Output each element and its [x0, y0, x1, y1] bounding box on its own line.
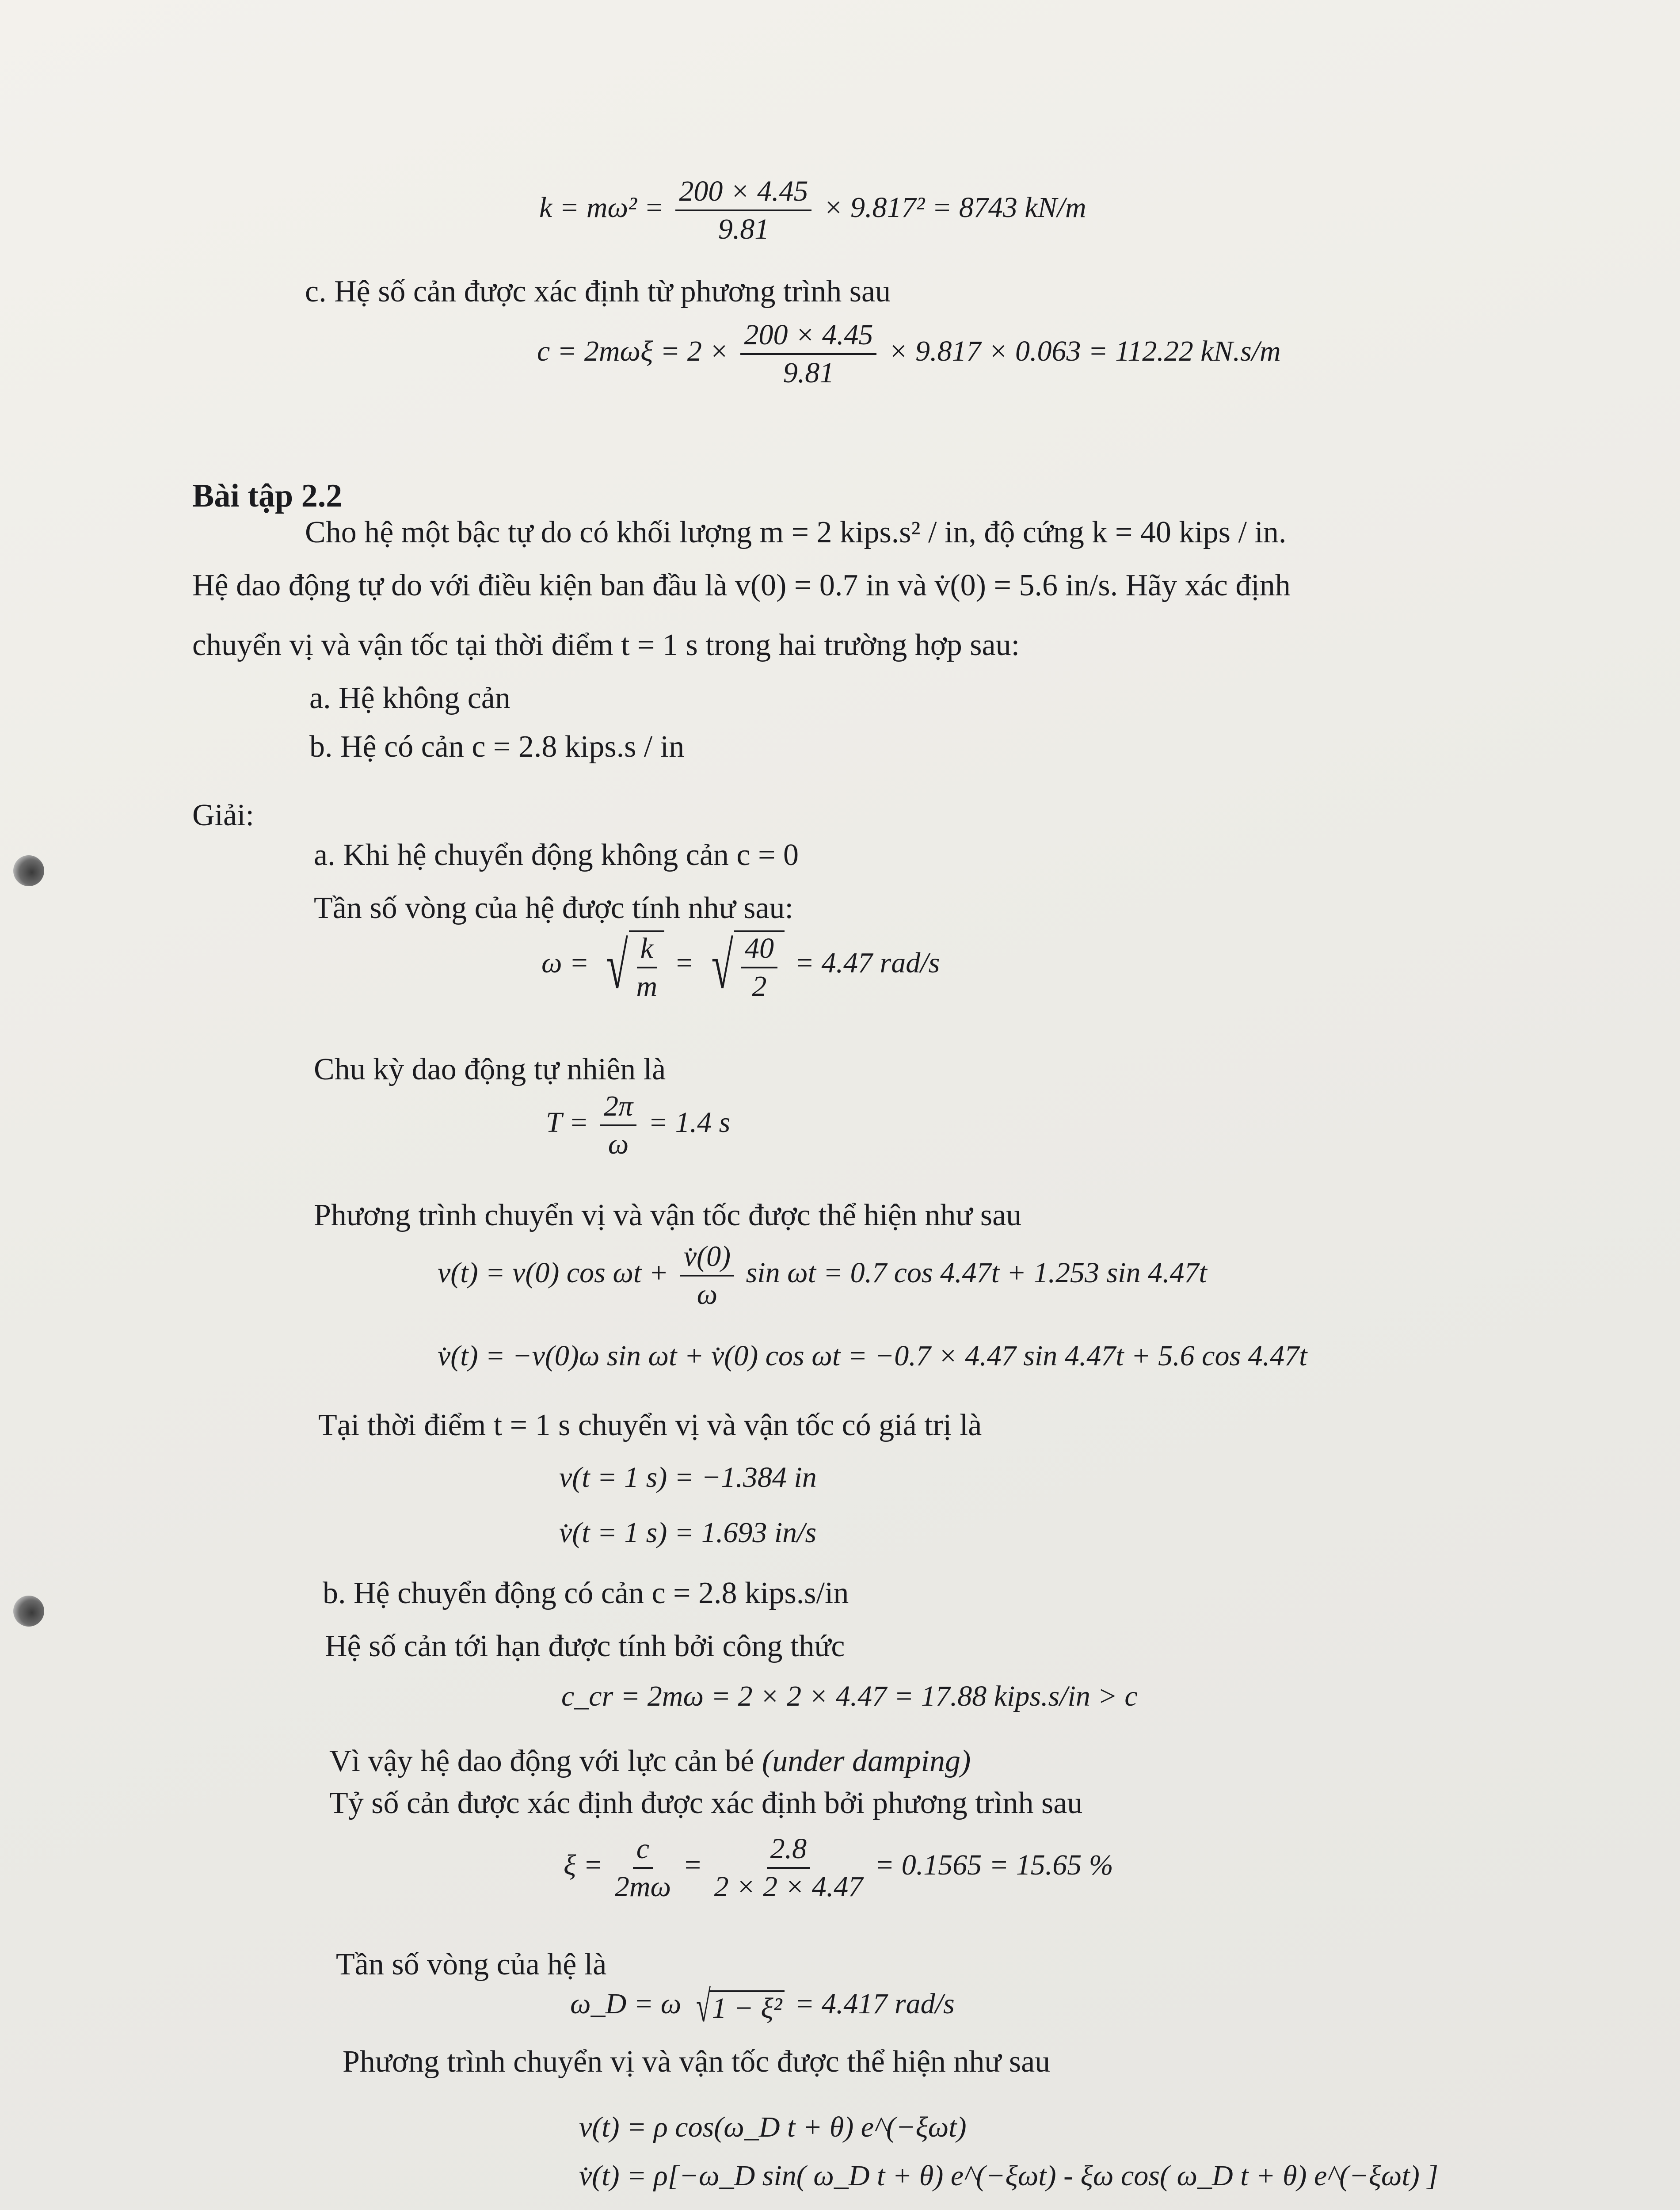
part-a-eqn-text: Phương trình chuyển vị và vận tốc được thể hiện như sau — [314, 1198, 1022, 1232]
eq-k-rhs: × 9.817² = 8743 kN/m — [823, 191, 1086, 224]
eq-k — [539, 177, 1086, 244]
v-eq-b: v(t) = ρ cos(ω_D t + θ) e^(−ξωt) — [579, 2111, 967, 2143]
eq-c — [537, 320, 1281, 388]
eq-c-frac: $\frac{200 \times 4.45}{9.81}$ — [740, 320, 876, 388]
xi-eq: ξ = $\frac{c}{2m\omega}$ = $\frac{2.8}{2 \times 2 \times 4.47}$ = 0.1565 = 15.65 % — [564, 1833, 1113, 1903]
vdot-at-1s: v̇(t = 1 s) = 1.693 in/s — [559, 1517, 817, 1549]
problem-line1: Cho hệ một bậc tự do có khối lượng m = 2 kips.s² / in, độ cứng k = 40 kips / in. — [305, 515, 1287, 549]
v-eq-a: v(t) = v(0) cos ωt + $\frac{v̇(0)}{\omega}$ sin ωt = 0.7 cos 4.47t + 1.253 sin 4.47t — [438, 1240, 1207, 1311]
item-c: c. Hệ số cản được xác định từ phương trình sau — [305, 274, 891, 309]
case-b: b. Hệ có cản c = 2.8 kips.s / in — [309, 730, 685, 764]
v-at-1s: v(t = 1 s) = −1.384 in — [559, 1461, 817, 1494]
punch-hole-top — [13, 855, 44, 886]
problem-line3: chuyển vị và vận tốc tại thời điểm t = 1 s trong hai trường hợp sau: — [192, 628, 1020, 662]
eq-c-lhs: c = 2mωξ = 2 × — [537, 335, 729, 368]
vdot-eq-a: v̇(t) = −v(0)ω sin ωt + v̇(0) cos ωt = −0.7 × 4.47 sin 4.47t + 5.6 cos 4.47t — [438, 1340, 1307, 1372]
eq-c-rhs: × 9.817 × 0.063 = 112.22 kN.s/m — [888, 335, 1281, 368]
vdot-eq-b: v̇(t) = ρ[−ω_D sin( ω_D t + θ) e^(−ξωt) - ξω cos( ω_D t + θ) e^(−ξωt) ] — [579, 2160, 1439, 2192]
period-eq: T = $\frac{2\pi}{\omega}$ = 1.4 s — [546, 1090, 731, 1160]
punch-hole-bottom — [13, 1596, 44, 1627]
problem-line2: Hệ dao động tự do với điều kiện ban đầu là v(0) = 0.7 in và v̇(0) = 5.6 in/s. Hãy xác định — [192, 568, 1291, 602]
part-b-heading: b. Hệ chuyển động có cản c = 2.8 kips.s/in — [323, 1576, 849, 1610]
period-text: Chu kỳ dao động tự nhiên là — [314, 1052, 666, 1086]
solution-label: Giải: — [192, 798, 254, 832]
part-a-heading: a. Khi hệ chuyển động không cản c = 0 — [314, 838, 799, 872]
sqrt-40-over-2: √ $\frac{40}{2}$ — [704, 930, 785, 1001]
ratio-text: Tỷ số cản được xác định được xác định bởi phương trình sau — [329, 1786, 1083, 1820]
part-a-freq-text: Tần số vòng của hệ được tính như sau: — [314, 891, 793, 925]
omega-d-eq: ω_D = ω √ 1 − ξ² = 4.417 rad/s — [570, 1982, 955, 2031]
ccr-eq: c_cr = 2mω = 2 × 2 × 4.47 = 17.88 kips.s/in > c — [561, 1680, 1138, 1712]
under-damping-text: Vì vậy hệ dao động với lực cản bé (under damping) — [329, 1744, 971, 1778]
at-t-text: Tại thời điểm t = 1 s chuyển vị và vận tốc có giá trị là — [318, 1408, 982, 1442]
case-a: a. Hệ không cản — [309, 681, 510, 715]
part-b-eqn-text: Phương trình chuyển vị và vận tốc được thể hiện như sau — [343, 2045, 1051, 2079]
part-b-freq-text: Tần số vòng của hệ là — [336, 1947, 607, 1981]
exercise-title: Bài tập 2.2 — [192, 478, 343, 514]
eq-k-lhs: k = mω² = — [539, 191, 664, 224]
eq-k-frac: $\frac{200 \times 4.45}{9.81}$ — [675, 177, 811, 244]
omega-eq: ω = √ $\frac{k}{m}$ = √ $\frac{40}{2}$ = 4.47 rad/s — [541, 929, 940, 1002]
crit-text: Hệ số cản tới hạn được tính bởi công thức — [325, 1629, 845, 1663]
sqrt-k-over-m: √ $\frac{k}{m}$ — [599, 930, 664, 1001]
